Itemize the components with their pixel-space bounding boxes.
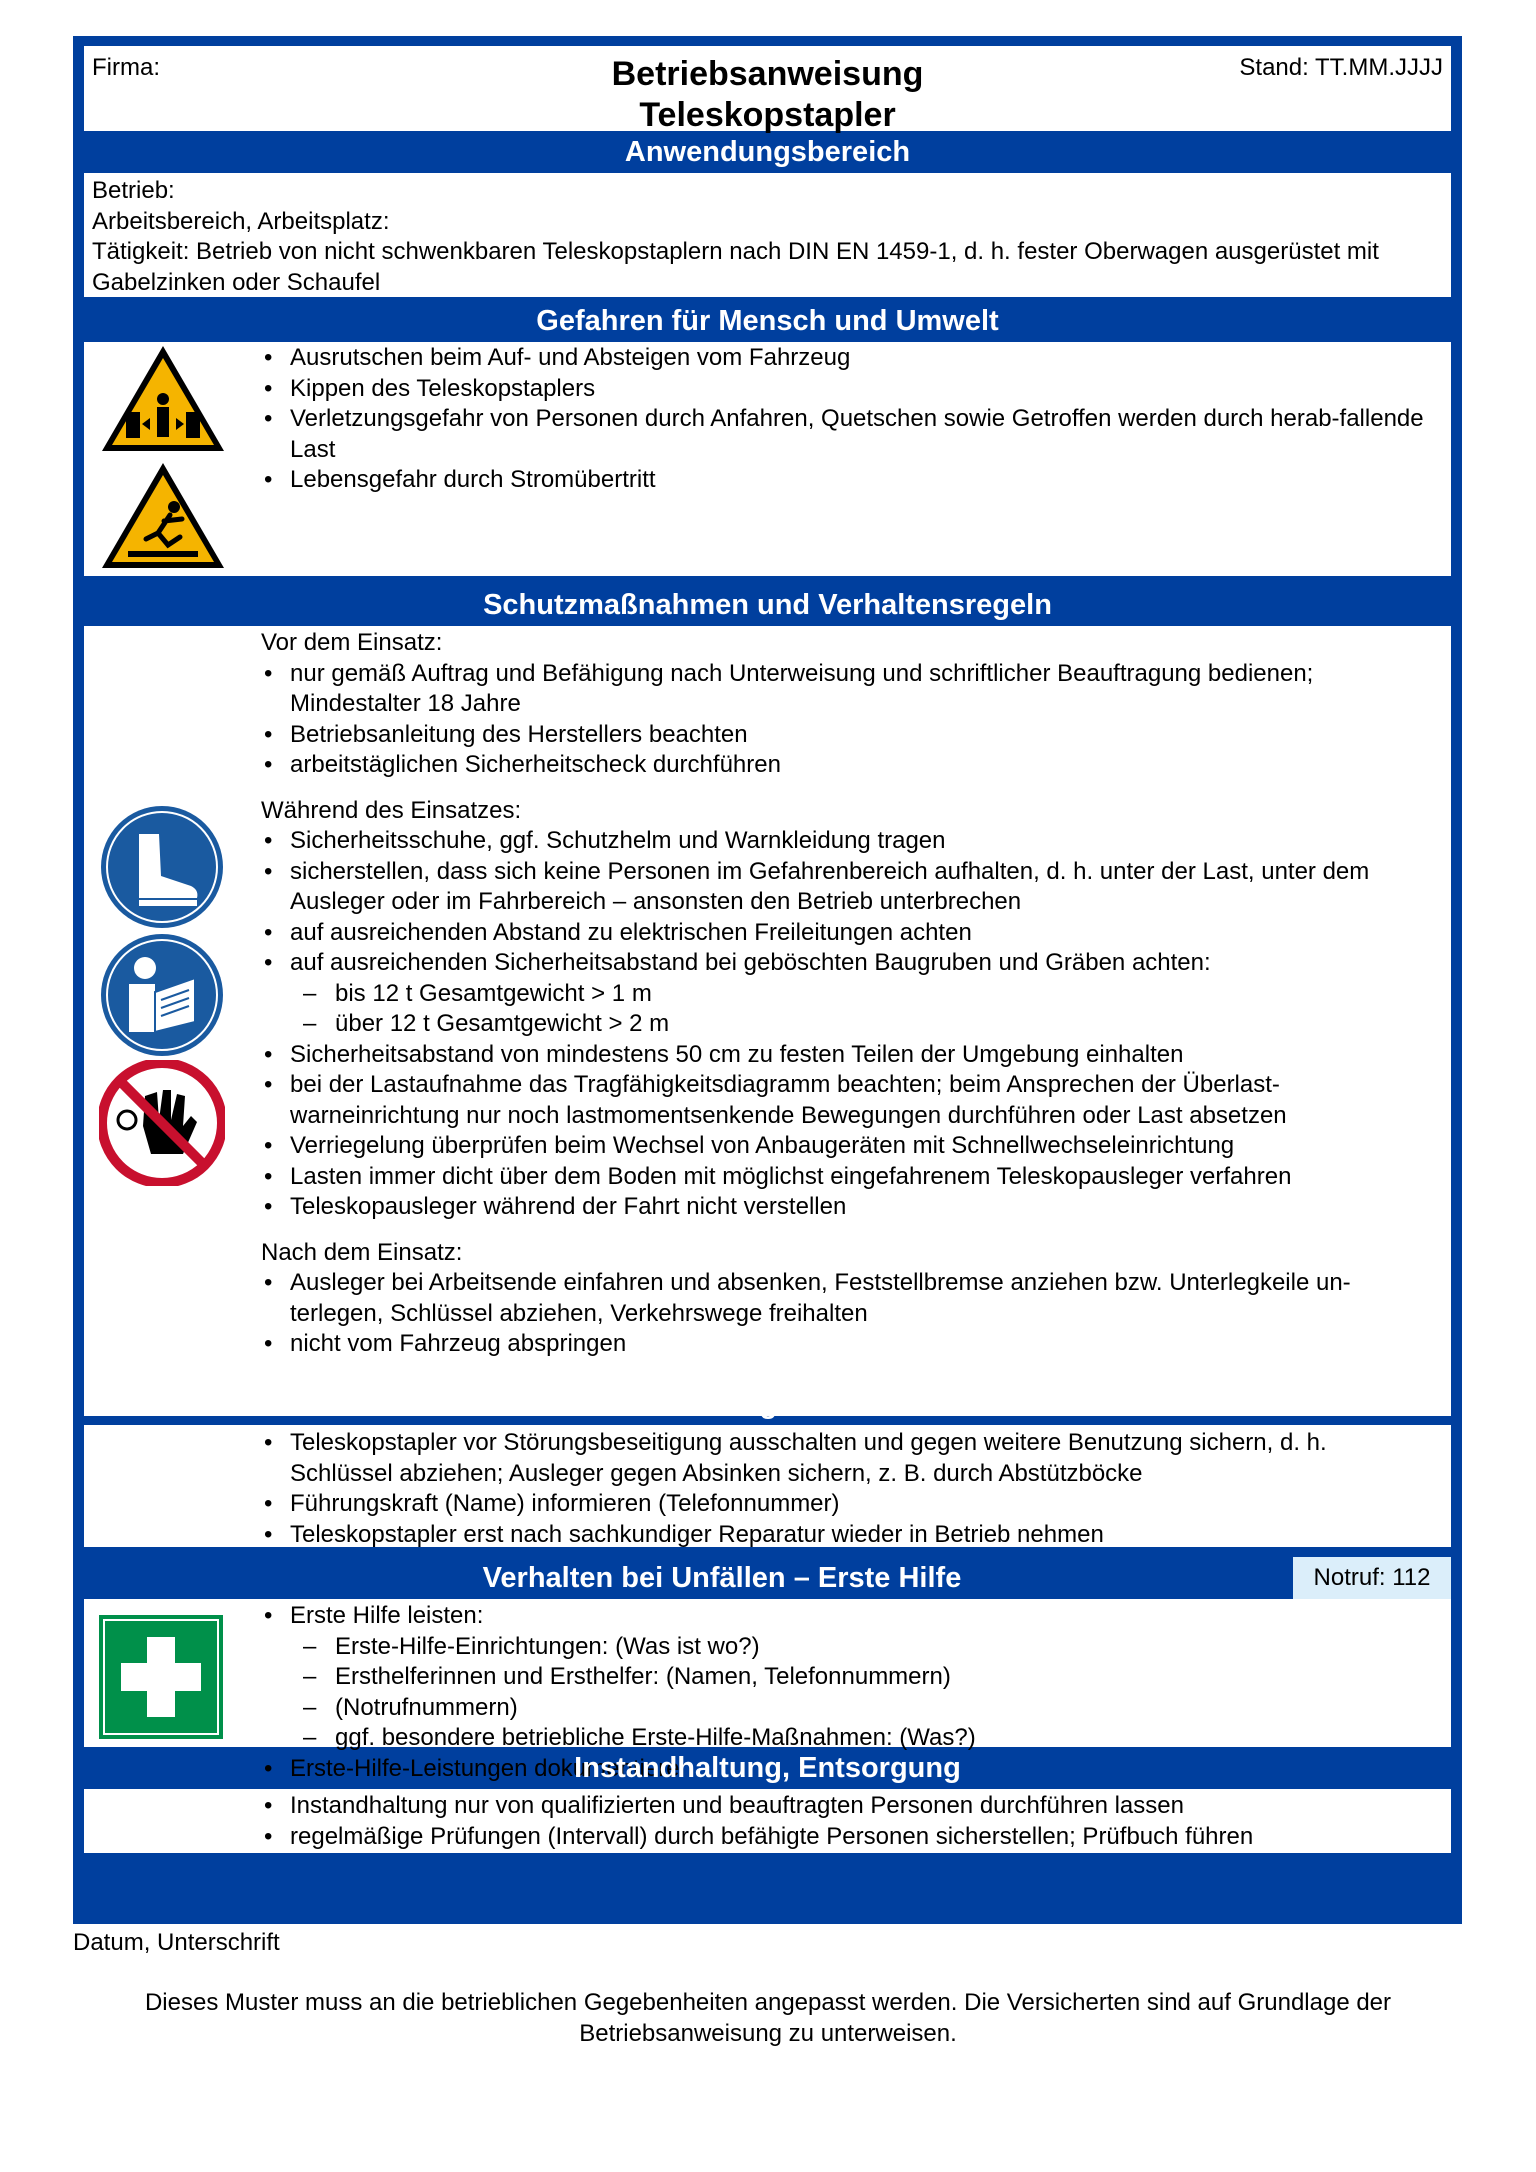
malfunction-item: • Teleskopstapler vor Störungsbeseitigung ausschalten und gegen weitere Benutzung sichern, d. h. Schlüssel abziehen; Ausleger gegen Absinken sichern, z. B. durch Abstützböcke xyxy=(261,1428,1435,1489)
hazard-item: • Lebensgefahr durch Stromübertritt xyxy=(261,465,1435,496)
title-line-2: Teleskopstapler xyxy=(639,96,896,134)
protection-item: • auf ausreichenden Sicherheitsabstand bei geböschten Baugruben und Gräben achten: xyxy=(261,948,1435,979)
section-heading-maintenance: Instandhaltung, Entsorgung xyxy=(574,1752,961,1784)
protection-item: • Betriebsanleitung des Herstellers beachten xyxy=(261,720,1435,751)
after-use-label: Nach dem Einsatz: xyxy=(261,1238,463,1266)
no-entry-for-unauthorized-icon xyxy=(99,1060,225,1186)
before-use-label: Vor dem Einsatz: xyxy=(261,629,443,656)
safety-boots-mandatory-icon xyxy=(99,804,225,930)
section-heading-scope: Anwendungsbereich xyxy=(624,136,911,168)
maintenance-list xyxy=(261,1791,1435,1852)
during-use-label: Während des Einsatzes: xyxy=(261,796,522,824)
section-heading-malfunctions: Verhalten bei Störungen und im Gefahrfall xyxy=(477,1388,1058,1420)
hazard-item: • Verletzungsgefahr von Personen durch Anfahren, Quetschen sowie Getroffen werden durch herab-fallende Last xyxy=(261,404,1435,465)
first-aid-icon xyxy=(99,1615,223,1739)
first-aid-item: • Erste-Hilfe-Leistungen dokumentieren xyxy=(261,1754,1435,1785)
malfunction-item: • Teleskopstapler erst nach sachkundiger Reparatur wieder in Betrieb nehmen xyxy=(261,1520,1435,1551)
scope-box xyxy=(84,173,1451,297)
slip-hazard-warning-icon xyxy=(98,459,228,574)
date-label: Stand: TT.MM.JJJJ xyxy=(1239,54,1443,81)
first-aid-subitem: – (Notrufnummern) xyxy=(261,1693,1435,1724)
instruction-sheet-frame xyxy=(73,36,1462,1924)
protection-item: • nur gemäß Auftrag und Befähigung nach Unterweisung und schriftlicher Beauftragung bedienen; Mindestalter 18 Jahre xyxy=(261,659,1435,720)
hazard-item: • Ausrutschen beim Auf- und Absteigen vom Fahrzeug xyxy=(261,343,1435,374)
first-aid-subitem: – ggf. besondere betriebliche Erste-Hilfe-Maßnahmen: (Was?) xyxy=(261,1723,1435,1754)
before-use-list xyxy=(261,659,1435,781)
read-instructions-mandatory-icon xyxy=(99,932,225,1058)
protection-item: • Lasten immer dicht über dem Boden mit möglichst eingefahrenem Teleskopausleger verfahren xyxy=(261,1162,1435,1193)
scope-workplace-line: Arbeitsbereich, Arbeitsplatz: xyxy=(92,207,390,235)
during-use-list xyxy=(261,826,1435,1223)
protection-box xyxy=(84,626,1451,1416)
protection-item: • Verriegelung überprüfen beim Wechsel von Anbaugeräten mit Schnellwechseleinrichtung xyxy=(261,1131,1435,1162)
malfunction-item: • Führungskraft (Name) informieren (Telefonnummer) xyxy=(261,1489,1435,1520)
section-heading-protection: Schutzmaßnahmen und Verhaltensregeln xyxy=(483,589,1052,621)
section-heading-first-aid: Verhalten bei Unfällen – Erste Hilfe xyxy=(482,1562,962,1594)
footer-note: Dieses Muster muss an die betrieblichen Gegebenheiten angepasst werden. Die Versicherten sind auf Grundlage der Betriebsanweisung zu unterweisen. xyxy=(144,1989,1392,2047)
maintenance-item: • regelmäßige Prüfungen (Intervall) durch befähigte Personen sicherstellen; Prüfbuch führen xyxy=(261,1822,1435,1853)
malfunctions-list xyxy=(261,1428,1435,1550)
protection-item: • Ausleger bei Arbeitsende einfahren und absenken, Feststellbremse anziehen bzw. Unterlegkeile un-terlegen, Schlüssel abziehen, Verkehrswege freihalten xyxy=(261,1268,1435,1329)
hazards-box xyxy=(84,342,1451,576)
protection-text xyxy=(261,628,1435,1360)
maintenance-box xyxy=(84,1789,1451,1853)
after-use-list xyxy=(261,1268,1435,1360)
company-label: Firma: xyxy=(92,54,160,81)
section-heading-hazards: Gefahren für Mensch und Umwelt xyxy=(536,305,999,337)
crushing-hazard-warning-icon xyxy=(98,342,228,457)
first-aid-subitem: – Ersthelferinnen und Ersthelfer: (Namen, Telefonnummern) xyxy=(261,1662,1435,1693)
signature-label: Datum, Unterschrift xyxy=(73,1929,280,1956)
hazards-list xyxy=(261,343,1435,496)
title-line-1: Betriebsanweisung xyxy=(611,55,924,93)
protection-item: • bei der Lastaufnahme das Tragfähigkeitsdiagramm beachten; beim Ansprechen der Überlast-warneinrichtung nur noch lastmomentsenkende Bewegungen durchführen oder Last absetzen xyxy=(261,1070,1435,1131)
protection-item: • Sicherheitsabstand von mindestens 50 cm zu festen Teilen der Umgebung einhalten xyxy=(261,1040,1435,1071)
maintenance-item: • Instandhaltung nur von qualifizierten und beauftragten Personen durchführen lassen xyxy=(261,1791,1435,1822)
scope-company-line: Betrieb: xyxy=(92,177,175,204)
protection-item: • sicherstellen, dass sich keine Personen im Gefahrenbereich aufhalten, d. h. unter der Last, unter dem Ausleger oder im Fahrbereich – ansonsten den Betrieb unterbrechen xyxy=(261,857,1435,918)
protection-item: • Sicherheitsschuhe, ggf. Schutzhelm und Warnkleidung tragen xyxy=(261,826,1435,857)
hazard-item: • Kippen des Teleskopstaplers xyxy=(261,374,1435,405)
protection-item: • Teleskopausleger während der Fahrt nicht verstellen xyxy=(261,1192,1435,1223)
scope-activity-line: Tätigkeit: Betrieb von nicht schwenkbaren Teleskopstaplern nach DIN EN 1459-1, d. h. fester Oberwagen ausgerüstet mit Gabelzinken oder Schaufel xyxy=(92,238,1379,296)
protection-subitem: – bis 12 t Gesamtgewicht > 1 m xyxy=(261,979,1435,1010)
first-aid-subitem: – Erste-Hilfe-Einrichtungen: (Was ist wo?) xyxy=(261,1632,1435,1663)
protection-item: • arbeitstäglichen Sicherheitscheck durchführen xyxy=(261,750,1435,781)
emergency-number: Notruf: 112 xyxy=(1293,1557,1451,1599)
first-aid-item: • Erste Hilfe leisten: xyxy=(261,1601,1435,1632)
title-block xyxy=(84,46,1451,134)
protection-item: • auf ausreichenden Abstand zu elektrischen Freileitungen achten xyxy=(261,918,1435,949)
protection-item: • nicht vom Fahrzeug abspringen xyxy=(261,1329,1435,1360)
malfunctions-box xyxy=(84,1425,1451,1547)
protection-subitem: – über 12 t Gesamtgewicht > 2 m xyxy=(261,1009,1435,1040)
